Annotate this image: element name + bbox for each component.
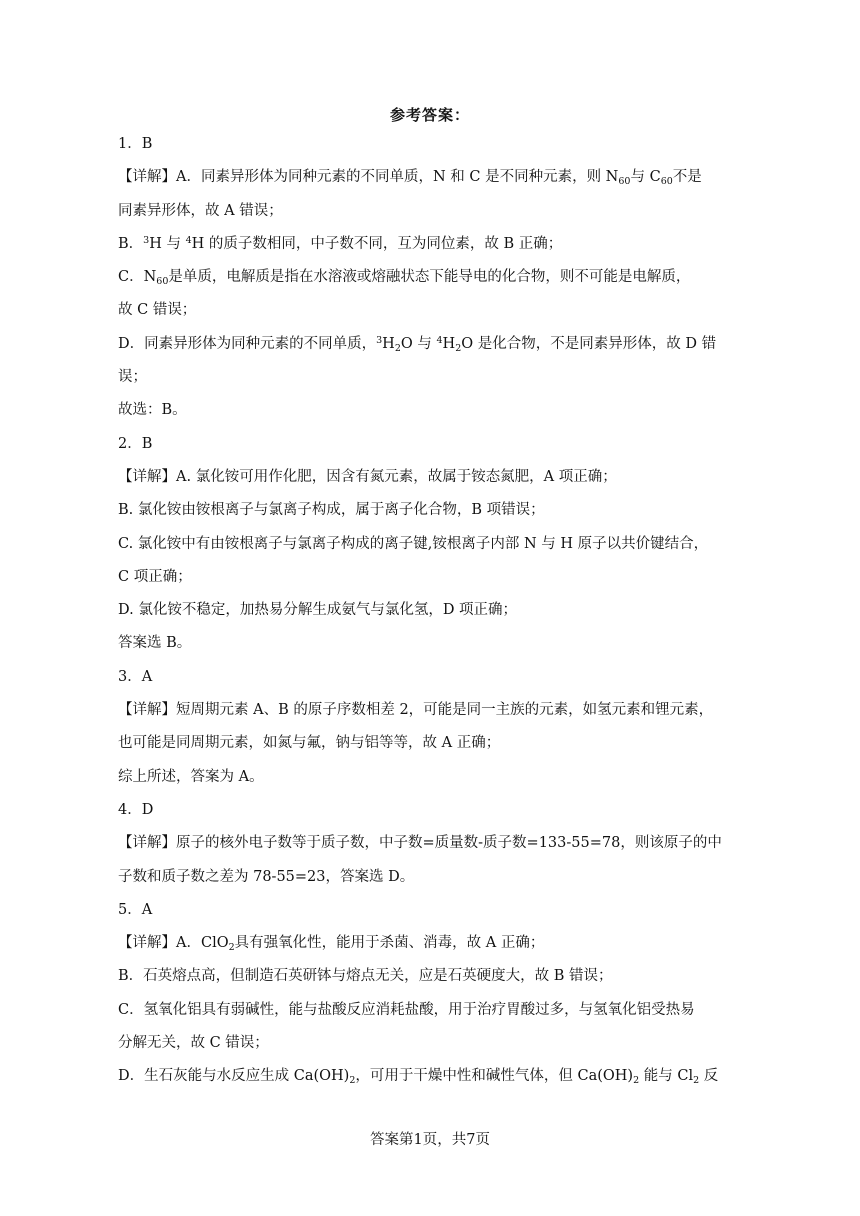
text-line: 故 C 错误； [118, 302, 197, 319]
text-line: 同素异形体，故 A 错误； [118, 202, 283, 219]
page-footer: 答案第1页，共7页 [370, 1132, 490, 1148]
text-line: 【详解】A．同素异形体为同种元素的不同单质，N 和 C 是不同种元素，则 $N_{60}$与 $C_{60}$不是 [118, 169, 702, 188]
text-line: B. 氯化铵由铵根离子与氯离子构成，属于离子化合物，B 项错误； [118, 502, 545, 519]
text-line: C 项正确； [118, 568, 192, 585]
text-line: 【详解】短周期元素 A、B 的原子序数相差 2，可能是同一主族的元素，如氢元素和锂元素， [118, 702, 714, 719]
text-line: C．氢氧化铝具有弱碱性，能与盐酸反应消耗盐酸，用于治疗胃酸过多，与氢氧化铝受热易 [118, 1001, 695, 1018]
page-title: 参考答案： [389, 106, 470, 124]
text-line: 【详解】A．ClO$_2$具有强氧化性，能用于杀菌、消毒，故 A 正确； [118, 935, 545, 954]
text-line: 1．B [118, 136, 153, 152]
text-line: D. 氯化铵不稳定，加热易分解生成氨气与氯化氢，D 项正确； [118, 602, 518, 619]
text-line: 3．A [118, 668, 153, 685]
text-line: B．石英熔点高，但制造石英研钵与熔点无关，应是石英硬度大，故 B 错误； [118, 968, 613, 985]
text-line: 5．A [118, 901, 153, 918]
text-line: 综上所述，答案为 A。 [118, 768, 264, 785]
text-line: D．生石灰能与水反应生成 $Ca(OH)_2$，可用于干燥中性和碱性气体，但 $Ca(OH)_2$ 能与 $Cl_2$ 反 [118, 1068, 719, 1087]
text-line: 子数和质子数之差为 78-55=23，答案选 D。 [118, 868, 415, 885]
text-line: C．$N_{60}$是单质，电解质是指在水溶液或熔融状态下能导电的化合物，则不可能是电解质， [118, 269, 691, 288]
text-line: B．$^3$H 与 $^4$H 的质子数相同，中子数不同，互为同位素，故 B 正确； [118, 234, 563, 252]
text-line: 故选：B。 [118, 402, 187, 419]
text-line: 【详解】A. 氯化铵可用作化肥，因含有氮元素，故属于铵态氮肥，A 项正确； [118, 468, 617, 485]
text-line: 答案选 B。 [118, 635, 192, 652]
text-line: 误； [118, 369, 147, 386]
text-line: D．同素异形体为同种元素的不同单质，$^3H_2O$ 与 $^4H_2O$ 是化合物，不是同素异形体，故 D 错 [118, 334, 717, 354]
text-line: 4．D [118, 801, 154, 818]
answer-content [118, 128, 738, 1094]
text-line: 2．B [118, 435, 153, 452]
text-line: C. 氯化铵中有由铵根离子与氯离子构成的离子键,铵根离子内部 N 与 H 原子以共价键结合， [118, 535, 709, 552]
text-line: 【详解】原子的核外电子数等于质子数，中子数=质量数-质子数=133-55=78，则该原子的中 [118, 835, 722, 852]
text-line: 分解无关，故 C 错误； [118, 1035, 269, 1052]
text-line: 也可能是同周期元素，如氮与氟，钠与铝等等，故 A 正确； [118, 735, 501, 752]
